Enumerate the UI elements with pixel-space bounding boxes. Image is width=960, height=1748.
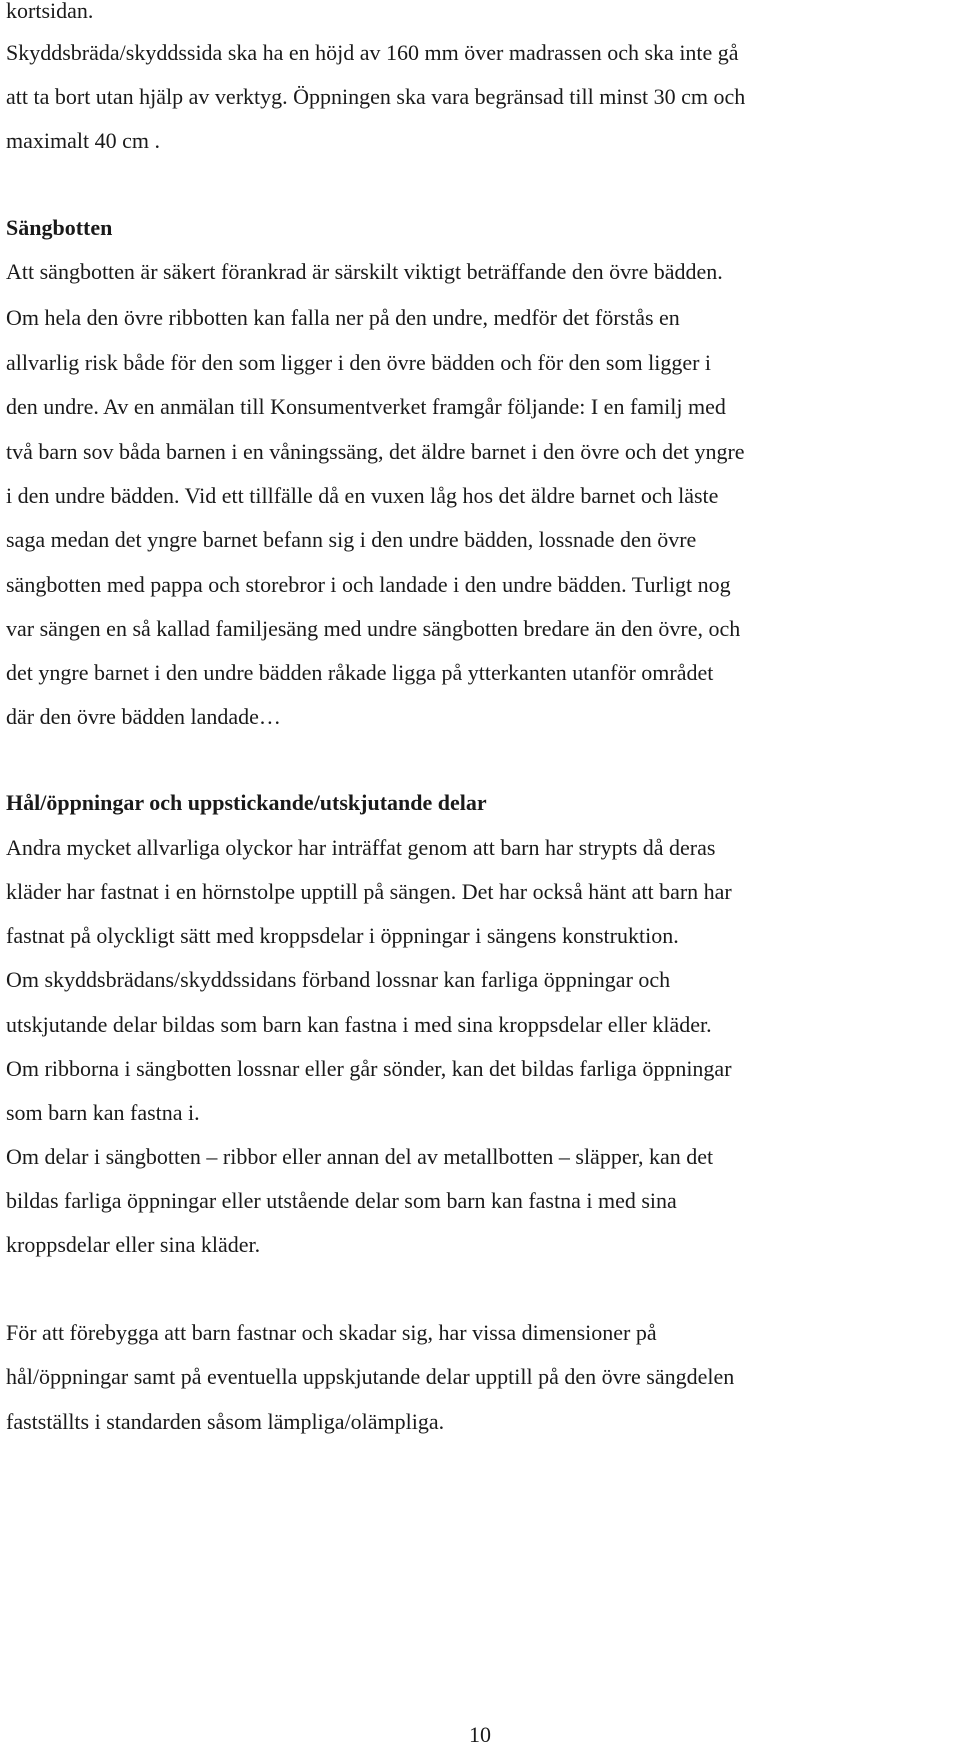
text-line: Om skyddsbrädans/skyddssidans förband lossnar kan farliga öppningar och bbox=[6, 967, 671, 992]
text-line: fastställts i standarden såsom lämpliga/olämpliga. bbox=[6, 1409, 445, 1434]
text-line: Skyddsbräda/skyddssida ska ha en höjd av 160 mm över madrassen och ska inte gå bbox=[6, 40, 739, 65]
section-heading: Hål/öppningar och uppstickande/utskjutande delar bbox=[6, 790, 487, 815]
text-line: Om ribborna i sängbotten lossnar eller går sönder, kan det bildas farliga öppningar bbox=[6, 1056, 732, 1081]
text-line: sängbotten med pappa och storebror i och landade i den undre bädden. Turligt nog bbox=[6, 572, 731, 597]
section-heading: Sängbotten bbox=[6, 215, 113, 240]
text-line: Om hela den övre ribbotten kan falla ner på den undre, medför det förstås en bbox=[6, 305, 680, 330]
text-line: kroppsdelar eller sina kläder. bbox=[6, 1232, 261, 1257]
text-line: det yngre barnet i den undre bädden råkade ligga på ytterkanten utanför området bbox=[6, 660, 714, 685]
text-line: var sängen en så kallad familjesäng med undre sängbotten bredare än den övre, och bbox=[6, 616, 741, 641]
text-line: allvarlig risk både för den som ligger i den övre bädden och för den som ligger i bbox=[6, 350, 712, 375]
text-line: utskjutande delar bildas som barn kan fastna i med sina kroppsdelar eller kläder. bbox=[6, 1012, 712, 1037]
text-line: två barn sov båda barnen i en våningssäng, det äldre barnet i den övre och det yngre bbox=[6, 439, 745, 464]
text-line: Att sängbotten är säkert förankrad är särskilt viktigt beträffande den övre bädden. bbox=[6, 259, 723, 284]
text-line: kläder har fastnat i en hörnstolpe upptill på sängen. Det har också hänt att barn har bbox=[6, 879, 732, 904]
page-number: 10 bbox=[469, 1722, 491, 1747]
text-line: i den undre bädden. Vid ett tillfälle då en vuxen låg hos det äldre barnet och läste bbox=[6, 483, 719, 508]
text-line: För att förebygga att barn fastnar och skadar sig, har vissa dimensioner på bbox=[6, 1320, 657, 1345]
text-line: där den övre bädden landade… bbox=[6, 704, 281, 729]
text-line: som barn kan fastna i. bbox=[6, 1100, 200, 1125]
text-line: att ta bort utan hjälp av verktyg. Öppningen ska vara begränsad till minst 30 cm och bbox=[6, 84, 746, 109]
text-line: hål/öppningar samt på eventuella uppskjutande delar upptill på den övre sängdelen bbox=[6, 1364, 735, 1389]
text-line: den undre. Av en anmälan till Konsumentverket framgår följande: I en familj med bbox=[6, 394, 726, 419]
text-line: Andra mycket allvarliga olyckor har inträffat genom att barn har strypts då deras bbox=[6, 835, 716, 860]
text-line: maximalt 40 cm . bbox=[6, 128, 160, 153]
text-line: Om delar i sängbotten – ribbor eller annan del av metallbotten – släpper, kan det bbox=[6, 1144, 714, 1169]
text-line: fastnat på olyckligt sätt med kroppsdelar i öppningar i sängens konstruktion. bbox=[6, 923, 679, 948]
text-line: bildas farliga öppningar eller utstående delar som barn kan fastna i med sina bbox=[6, 1188, 677, 1213]
text-line: saga medan det yngre barnet befann sig i den undre bädden, lossnade den övre bbox=[6, 527, 697, 552]
text-line: kortsidan. bbox=[6, 0, 94, 23]
